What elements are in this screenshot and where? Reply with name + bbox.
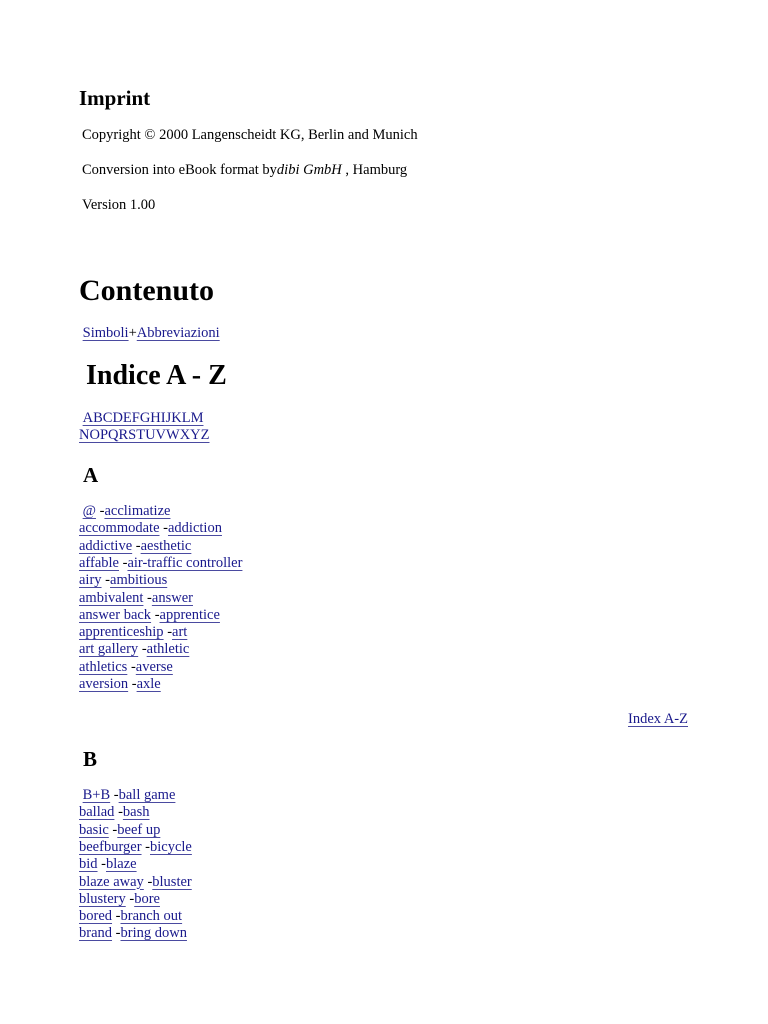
entry-separator: - [112, 908, 121, 925]
index-entry-row [79, 787, 175, 804]
entry-to-link[interactable]: axle [136, 676, 161, 692]
index-entry-row [79, 520, 222, 537]
entry-to-link[interactable]: beef up [117, 821, 161, 838]
index-entry-row [79, 676, 161, 693]
index-entry-row [79, 908, 182, 925]
contents-links [79, 325, 220, 342]
entry-to-link[interactable]: bash [122, 804, 150, 821]
alphabet-link-n-z[interactable]: NOPQRSTUVWXYZ [79, 427, 210, 443]
entry-to-link[interactable]: bore [134, 890, 160, 907]
entry-to-link[interactable]: bicycle [150, 838, 192, 855]
entry-to-link[interactable]: addiction [167, 520, 222, 537]
conversion-prefix: Conversion into eBook format by [82, 162, 277, 178]
entry-separator: - [127, 658, 136, 675]
index-entry-row [79, 590, 193, 607]
entry-from-link[interactable]: B+B [82, 787, 111, 803]
entry-separator: - [110, 787, 119, 803]
alphabet-row-1 [79, 410, 203, 427]
index-entry-row [79, 538, 191, 555]
version-line: Version 1.00 [82, 197, 156, 213]
entry-separator: - [128, 676, 137, 692]
entry-to-link[interactable]: bring down [120, 925, 187, 942]
entry-separator: - [125, 890, 135, 907]
index-entry-row [79, 874, 192, 891]
entry-to-link[interactable]: air-traffic controller [127, 554, 243, 571]
index-entry-row [79, 659, 173, 676]
entry-to-link[interactable]: blaze [106, 856, 137, 873]
plus-sign: + [128, 325, 137, 341]
conversion-line [82, 161, 407, 179]
index-entry-row [79, 555, 242, 572]
entry-separator: - [114, 804, 123, 821]
entry-from-link[interactable]: affable [79, 554, 119, 571]
entry-from-link[interactable]: art gallery [79, 641, 139, 658]
entry-to-link[interactable]: answer [151, 589, 193, 606]
entry-to-link[interactable]: ambitious [110, 572, 168, 589]
entry-separator: - [143, 589, 152, 606]
entry-from-link[interactable]: bored [79, 908, 113, 925]
entry-from-link[interactable]: blaze away [79, 873, 144, 890]
entry-to-link[interactable]: branch out [120, 908, 183, 925]
entry-separator: - [163, 624, 173, 641]
entry-separator: - [138, 641, 147, 658]
entry-from-link[interactable]: airy [79, 572, 102, 589]
entry-from-link[interactable]: ambivalent [79, 589, 144, 606]
conversion-company: dibi GmbH [276, 162, 342, 178]
entry-separator: - [101, 572, 111, 589]
entry-to-link[interactable]: art [172, 624, 188, 641]
entry-to-link[interactable]: bluster [152, 873, 192, 890]
index-heading: Indice A - Z [86, 360, 227, 391]
entry-from-link[interactable]: accommodate [79, 520, 160, 537]
entry-from-link[interactable]: @ [82, 503, 96, 519]
index-entry-row [79, 891, 160, 908]
imprint-heading: Imprint [79, 86, 151, 110]
abbreviations-link[interactable]: Abbreviazioni [136, 325, 220, 341]
entry-from-link[interactable]: answer back [79, 606, 152, 623]
index-entry-row [79, 607, 220, 624]
entry-to-link[interactable]: aesthetic [140, 537, 192, 554]
entry-separator: - [97, 856, 106, 873]
section-b-heading: B [83, 747, 98, 771]
entry-to-link[interactable]: ball game [118, 787, 176, 803]
entry-separator: - [141, 838, 150, 855]
entry-to-link[interactable]: apprentice [159, 606, 220, 623]
entry-from-link[interactable]: brand [79, 925, 113, 942]
symbols-link[interactable]: Simboli [82, 325, 129, 341]
section-a-heading: A [83, 463, 99, 487]
index-az-link[interactable]: Index A-Z [628, 711, 688, 727]
alphabet-link-a-m[interactable]: ABCDEFGHIJKLM [82, 410, 204, 426]
index-entry-row [79, 804, 150, 821]
entry-from-link[interactable]: aversion [79, 676, 129, 692]
entry-from-link[interactable]: addictive [79, 537, 133, 554]
entry-from-link[interactable]: beefburger [79, 838, 142, 855]
contents-heading: Contenuto [79, 274, 215, 307]
entry-from-link[interactable]: bid [79, 856, 98, 873]
entry-from-link[interactable]: ballad [79, 804, 115, 821]
entry-from-link[interactable]: basic [79, 821, 109, 838]
entry-to-link[interactable]: acclimatize [104, 503, 171, 519]
entry-separator: - [151, 606, 160, 623]
entry-separator: - [108, 821, 118, 838]
entry-from-link[interactable]: athletics [79, 658, 128, 675]
entry-separator: - [132, 537, 141, 554]
entry-separator: - [112, 925, 121, 942]
index-entry-row [79, 925, 187, 942]
index-entry-row [79, 641, 189, 658]
index-entry-row [79, 572, 167, 589]
entry-from-link[interactable]: blustery [79, 890, 126, 907]
entry-separator: - [159, 520, 168, 537]
entry-separator: - [118, 554, 128, 571]
entry-to-link[interactable]: athletic [146, 641, 190, 658]
index-entry-row [79, 822, 160, 839]
entry-separator: - [143, 873, 153, 890]
index-entry-row [79, 503, 170, 520]
index-entry-row [79, 624, 187, 641]
conversion-suffix: , Hamburg [341, 162, 408, 178]
index-entry-row [79, 856, 137, 873]
alphabet-row-2 [79, 427, 210, 444]
copyright-line: Copyright © 2000 Langenscheidt KG, Berlin and Munich [82, 127, 418, 143]
index-entry-row [79, 839, 192, 856]
entry-separator: - [95, 503, 105, 519]
entry-from-link[interactable]: apprenticeship [79, 624, 164, 641]
entry-to-link[interactable]: averse [135, 658, 173, 675]
